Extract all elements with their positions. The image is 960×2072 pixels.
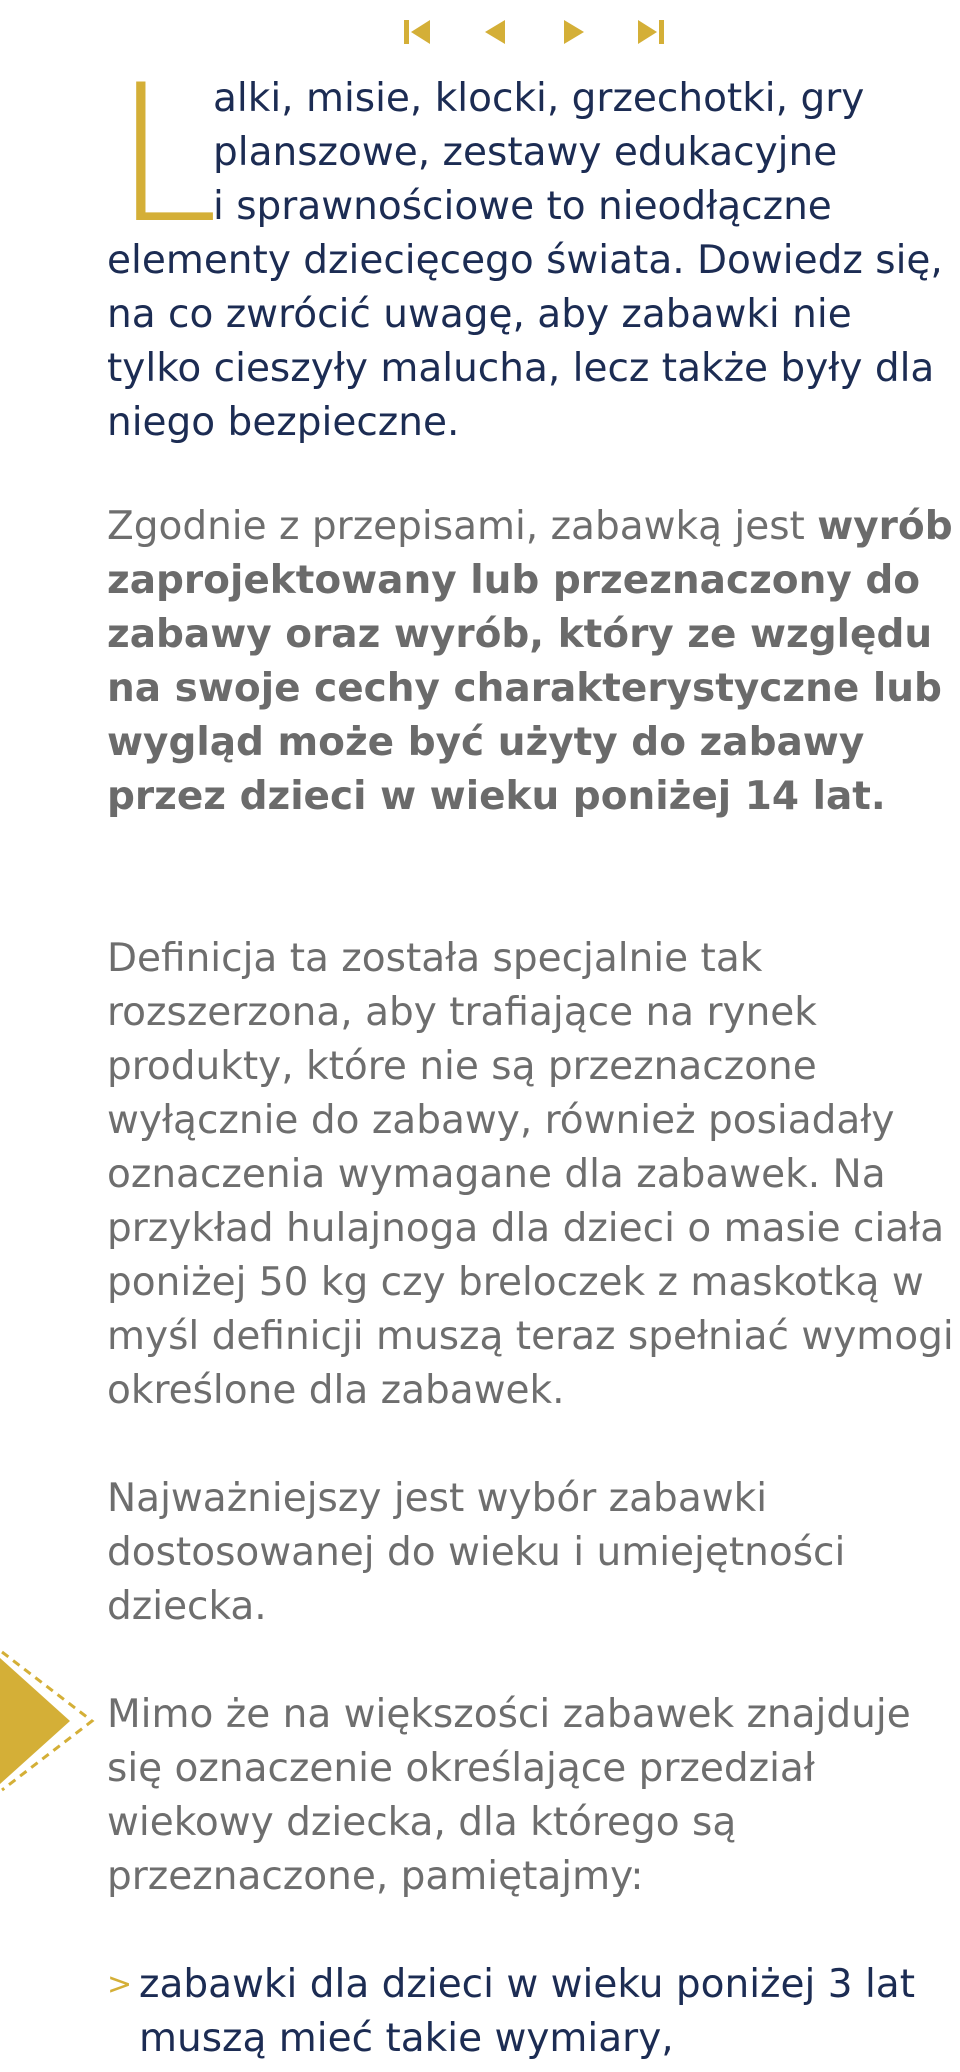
skip-to-first-icon[interactable] xyxy=(398,14,438,50)
side-marker-triangle-icon xyxy=(0,1648,120,1794)
intro-line-3: i sprawnościowe to nieodłączne xyxy=(213,184,832,229)
intro-line-1: alki, misie, klocki, grzechotki, gry xyxy=(213,76,865,121)
intro-line-2: planszowe, zestawy edukacyjne xyxy=(213,130,838,175)
definition-paragraph xyxy=(107,500,957,824)
list-item-text: zabawki dla dzieci w wieku poniżej 3 lat muszą mieć takie wymiary, xyxy=(139,1962,915,2061)
extended-definition-paragraph: Definicja ta została specjalnie tak rozszerzona, aby trafiające na rynek produkty, które nie są przeznaczone wyłącznie do zabawy, również posiadały oznaczenia wymagane dla zabawek. Na przykład hulajnoga dla dzieci o masie ciała poniżej 50 kg czy breloczek z maskotką w myśl definicji muszą teraz spełniać wymogi określone dla zabawek. xyxy=(107,936,954,1413)
definition-bold: wyrób zaprojektowany lub przeznaczony do zabawy oraz wyrób, który ze względu na swoje cechy charakterystyczne lub wygląd może być użyty do zabawy przez dzieci w wieku poniżej 14 lat. xyxy=(107,504,953,819)
key-point-paragraph: Najważniejszy jest wybór zabawki dostosowanej do wieku i umiejętności dziecka. xyxy=(107,1476,846,1629)
drop-cap-letter: L xyxy=(113,44,219,265)
previous-triangle-icon[interactable] xyxy=(475,14,515,50)
list-item xyxy=(107,1958,957,2066)
definition-lead: Zgodnie z przepisami, zabawką jest xyxy=(107,504,818,549)
intro-rest: elementy dziecięcego świata. Dowiedz się, na co zwrócić uwagę, aby zabawki nie tylko cieszyły malucha, lecz także były dla niego bezpieczne. xyxy=(107,238,943,445)
skip-to-last-icon[interactable] xyxy=(630,14,670,50)
intro-paragraph xyxy=(107,44,947,450)
age-label-paragraph: Mimo że na większości zabawek znajduje się oznaczenie określające przedział wiekowy dziecka, dla którego są przeznaczone, pamiętajmy: xyxy=(107,1692,911,1899)
next-triangle-icon[interactable] xyxy=(554,14,594,50)
list-bullet: > xyxy=(107,1967,133,2002)
